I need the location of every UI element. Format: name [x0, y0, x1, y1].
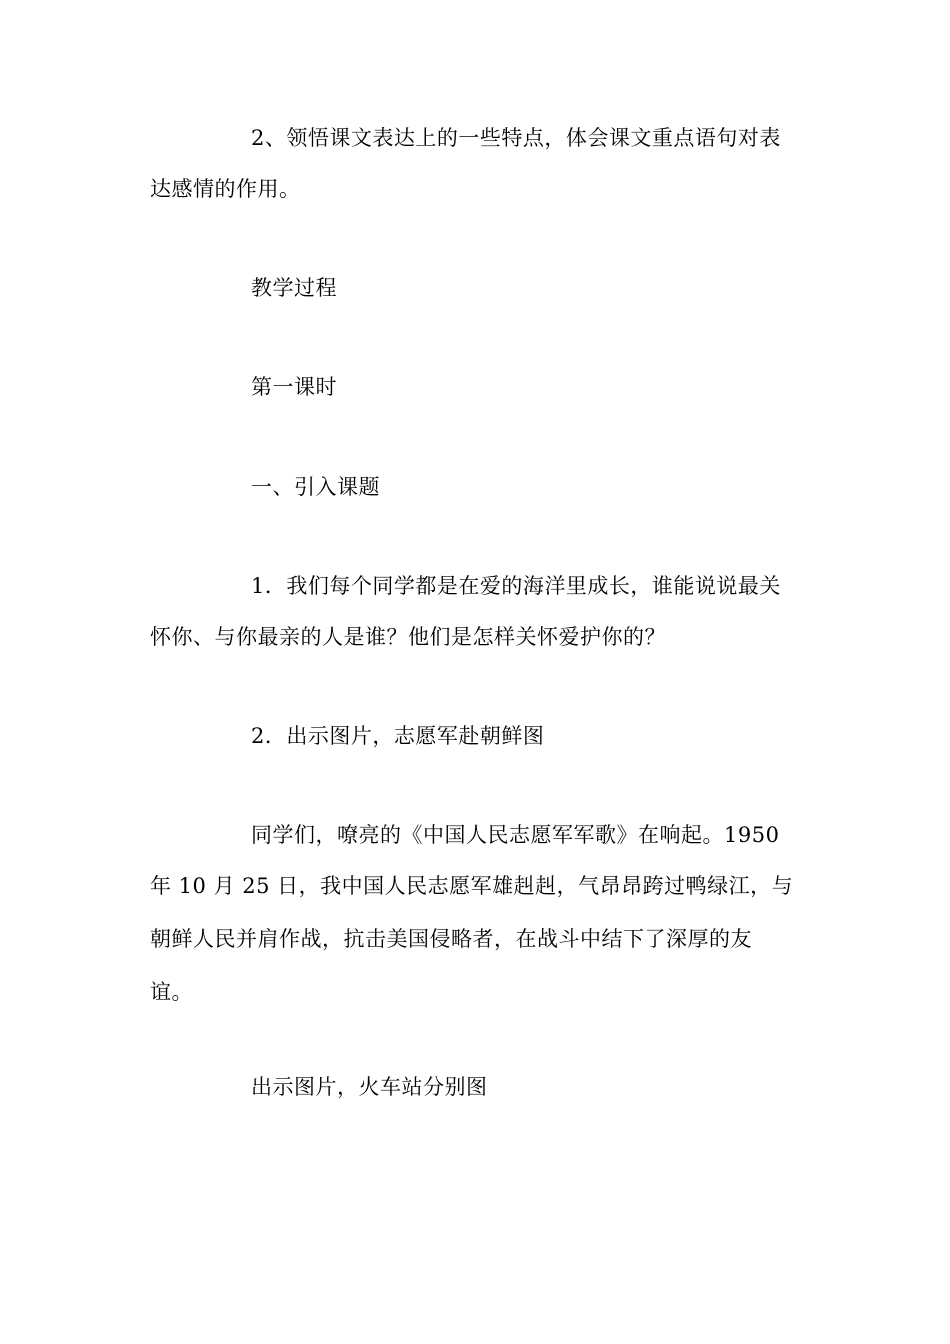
paragraph-1-line-1: 同学们，嘹亮的《中国人民志愿军军歌》在响起。1950 — [251, 823, 780, 847]
step-1-line-1: 1．我们每个同学都是在爱的海洋里成长，谁能说说最关 — [251, 574, 781, 598]
paragraph-1-line-2: 年 10 月 25 日，我中国人民志愿军雄赳赳，气昂昂跨过鸭绿江，与 — [150, 874, 794, 898]
lesson-heading-first-period: 第一课时 — [251, 375, 337, 399]
step-heading-introduction: 一、引入课题 — [251, 475, 380, 499]
step-1-line-2: 怀你、与你最亲的人是谁？他们是怎样关怀爱护你的？ — [150, 625, 666, 649]
paragraph-1-line-4: 谊。 — [150, 980, 193, 1004]
paragraph-1-line-3: 朝鲜人民并肩作战，抗击美国侵略者，在战斗中结下了深厚的友 — [150, 927, 752, 951]
show-picture-station-line: 出示图片，火车站分别图 — [251, 1075, 488, 1099]
objective-2-line-1: 2、领悟课文表达上的一些特点，体会课文重点语句对表 — [251, 126, 781, 150]
objective-2-line-2: 达感情的作用。 — [150, 177, 301, 201]
section-heading-teaching-process: 教学过程 — [251, 276, 337, 300]
step-2-heading: 2．出示图片，志愿军赴朝鲜图 — [251, 724, 545, 748]
